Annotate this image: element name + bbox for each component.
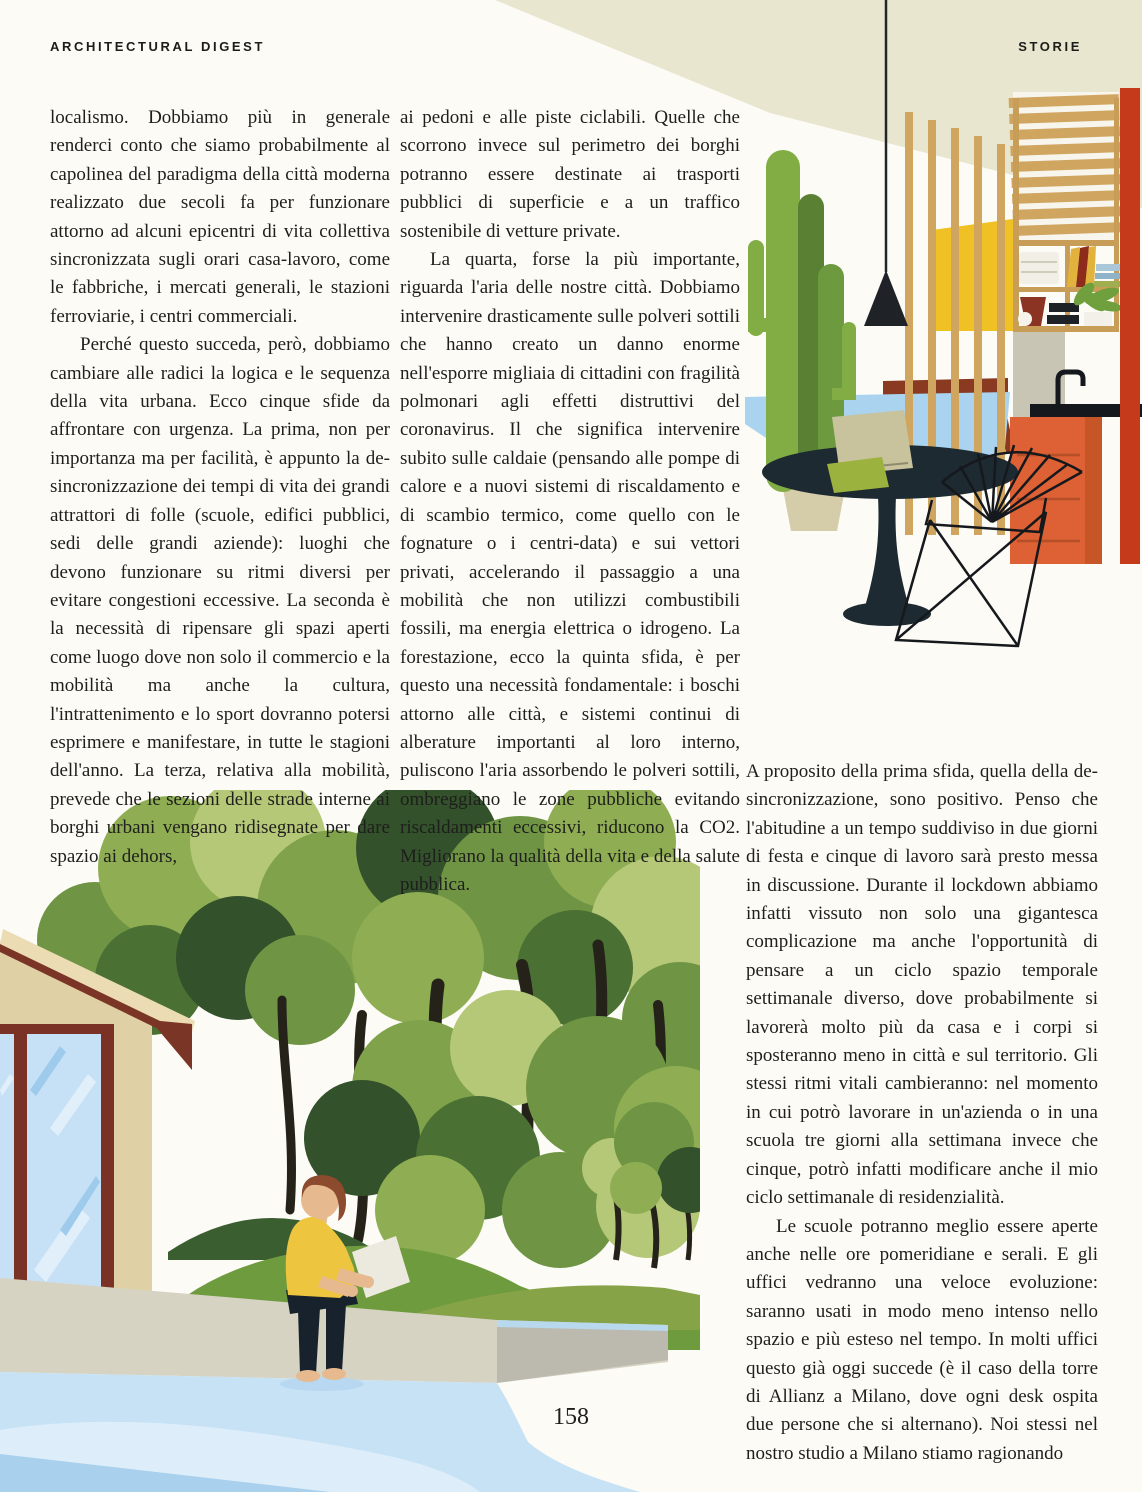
red-side-panel (1120, 88, 1140, 564)
horizontal-slats (1009, 94, 1124, 236)
kitchen-cabinet (1010, 417, 1102, 564)
water-ripple (280, 1377, 364, 1391)
text-column-middle (400, 104, 740, 899)
shelf-linens (1019, 252, 1059, 284)
shelf-books (1067, 246, 1121, 287)
paragraph: Perché questo succeda, però, dobbiamo cambiare alle radici la logica e le sequenza della vita urbana. Ecco cinque sfide da affrontare con urgenza. La prima, non per importanza ma per facilità, è appunto la de-sincronizzazione dei tempi di vita dei grandi attrattori di folle (scuole, edifici pubblici, sedi delle grandi aziende): luoghi che devono funzionare su ritmi diversi per evitare congestioni eccessive. La seconda è la necessità di ripensare gli spazi aperti come luogo dove non solo il commercio e la mobilità ma anche la cultura, l'intrattenimento e lo sport dovranno potersi esprimere e manifestare, in tutte le stagioni dell'anno. La terza, relativa alla mobilità, prevede che le sezioni delle strade interne ai borghi urbani vengano ridisegnate per dare spazio ai dehors, (50, 334, 390, 867)
paragraph: ai pedoni e alle piste ciclabili. Quelle che scorrono invece sul perimetro dei borghi potranno essere destinate ai trasporti pubblici di superficie e a un traffico sostenibile di vetture private. (400, 107, 740, 242)
page-number: 158 (553, 1404, 589, 1430)
paragraph: A proposito della prima sfida, quella della de-sincronizzazione, sono positivo. Penso che l'abitudine a un tempo suddiviso in due giorni di festa e cinque di lavoro sarà presto messa in discussione. Durante il lockdown abbiamo infatti vissuto non solo una gigantesca complicazione ma anche l'opportunità di pensare a un ciclo spazio temporale settimanale diverso, dove probabilmente si lavorerà molto più da casa e i corpi si sposteranno meno in città e sul territorio. Gli stessi ritmi vitali cambieranno: nel momento in cui potrò lavorare in un'azienda o in una scuola tre giorni alla settimana invece che cinque, potrò infatti modificare anche il mio ciclo settimanale di residenzialità. (746, 761, 1098, 1209)
section-label: STORIE (1018, 39, 1082, 54)
house-window (0, 1024, 114, 1300)
paragraph: localismo. Dobbiamo più in generale renderci conto che siamo probabilmente al capolinea del paradigma della città moderna realizzato due secoli fa per funzionare attorno ad alcuni epicentri di vita collettiva sincronizzata sugli orari casa-lavoro, come le fabbriche, i mercati generali, le stazioni ferroviarie, i centri commerciali. (50, 107, 390, 327)
paragraph: Le scuole potranno meglio essere aperte anche nelle ore pomeridiane e serali. E gli uffici vedranno una veloce evoluzione: saranno usati in modo meno intenso nello spazio e più esteso nel tempo. In molti uffici questo già oggi succede (è il caso della torre di Allianz a Milano, dove ogni desk ospita due persone che si alternano). Noi stessi nel nostro studio a Milano stiamo ragionando (746, 1215, 1098, 1464)
magazine-title: ARCHITECTURAL DIGEST (50, 39, 265, 54)
text-column-left (50, 104, 390, 871)
paragraph: La quarta, forse la più importante, riguarda l'aria delle nostre città. Dobbiamo intervenire drasticamente sulle polveri sottili che hanno creato un danno enorme nell'esporre migliaia di cittadini con fragilità polmonari agli effetti distruttivi del coronavirus. Il che significa intervenire subito sulle caldaie (pensando alle pompe di calore e a nuovi sistemi di riscaldamento e di scambio termico, come quello con le fognature o i centri-data) e sui vettori privati, accelerando il passaggio a una mobilità che non utilizzi combustibili fossili, ma energia elettrica o idrogeno. La forestazione, ecco la quinta sfida, è per questo una necessità fondamentale: i boschi attorno alle città, e sistemi continui di alberature importanti al loro interno, puliscono l'aria assorbendo le polveri sottili, ombreggiano le zone pubbliche evitando riscaldamenti eccessivi, riducono la CO2. Migliorano la qualità della vita e della salute pubblica. (400, 249, 740, 895)
text-column-right (746, 758, 1098, 1468)
tulip-table (762, 445, 1018, 626)
eave (150, 1020, 192, 1070)
